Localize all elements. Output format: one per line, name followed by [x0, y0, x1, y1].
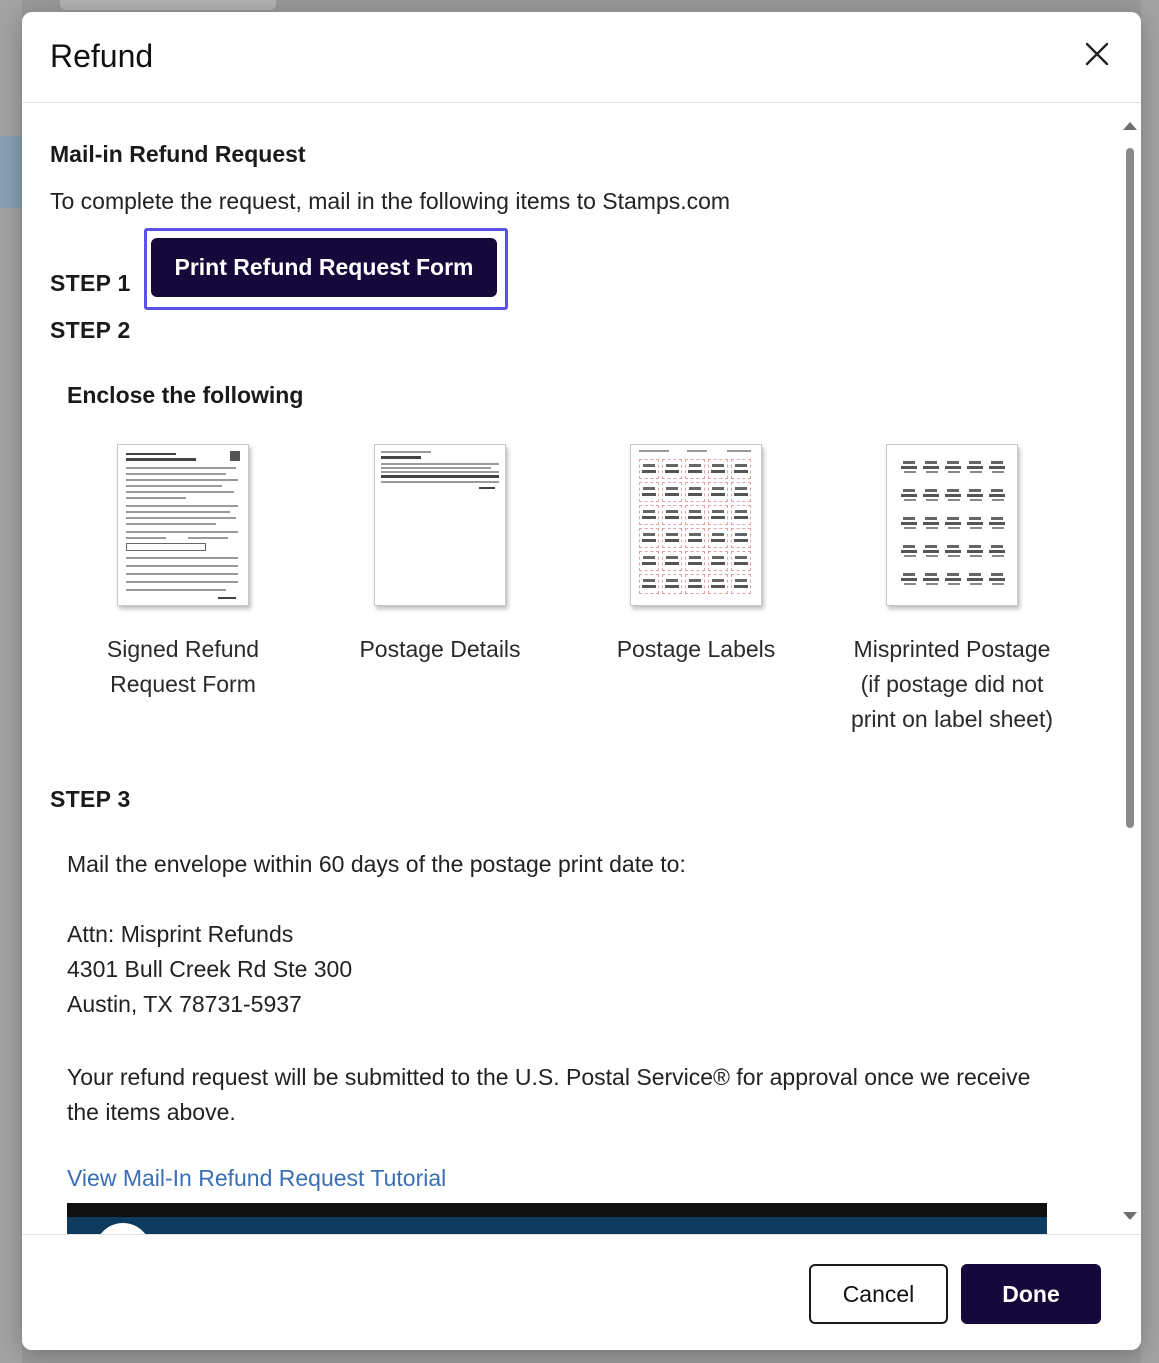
mail-instruction: Mail the envelope within 60 days of the postage print date to: [67, 851, 686, 877]
doc-caption-line: Request Form [110, 671, 256, 697]
done-button[interactable]: Done [961, 1264, 1101, 1324]
doc-item-postage-labels [576, 444, 816, 667]
background-selected-row [0, 136, 22, 208]
stamp-cell [945, 487, 963, 503]
label-cell [731, 459, 751, 479]
stamp-cell [967, 571, 985, 587]
scrollbar-thumb[interactable] [1126, 148, 1134, 828]
label-cell [708, 528, 728, 548]
address-line-1: Attn: Misprint Refunds [67, 921, 294, 947]
stamp-cell [989, 487, 1007, 503]
tutorial-link[interactable]: View Mail-In Refund Request Tutorial [67, 1165, 447, 1191]
label-cell [662, 528, 682, 548]
doc-caption-line: Postage Details [359, 636, 521, 662]
background-right-panel [1141, 0, 1159, 1363]
cancel-button[interactable]: Cancel [809, 1264, 948, 1324]
address-line-3: Austin, TX 78731-5937 [67, 991, 302, 1017]
label-cell [708, 551, 728, 571]
label-cell [731, 574, 751, 594]
stamp-cell [923, 515, 941, 531]
label-cell [685, 482, 705, 502]
background-tab [60, 0, 276, 10]
stamp-cell [945, 515, 963, 531]
doc-caption [832, 632, 1072, 737]
stamp-cell [989, 515, 1007, 531]
dialog-title: Refund [50, 38, 154, 74]
stamp-cell [945, 459, 963, 475]
postage-labels-document-icon [630, 444, 762, 606]
print-refund-form-button[interactable]: Print Refund Request Form [151, 238, 497, 297]
submit-note: Your refund request will be submitted to the U.S. Postal Service® for approval once we receive the items above. [67, 1064, 1031, 1125]
step-1-label: STEP 1 [50, 270, 131, 296]
label-cell [731, 528, 751, 548]
doc-caption-line: Misprinted Postage [853, 636, 1051, 662]
label-cell [708, 482, 728, 502]
stamp-cell [901, 459, 919, 475]
label-cell [639, 482, 659, 502]
stamp-cell [923, 571, 941, 587]
doc-caption [320, 632, 560, 667]
postage-details-document-icon [374, 444, 506, 606]
refund-form-document-icon [117, 444, 249, 606]
stamp-cell [901, 515, 919, 531]
label-cell [708, 574, 728, 594]
stamp-cell [967, 459, 985, 475]
doc-item-misprinted-postage [832, 444, 1072, 737]
video-frame [67, 1217, 1047, 1234]
stamp-cell [989, 459, 1007, 475]
label-cell [639, 528, 659, 548]
doc-caption [576, 632, 816, 667]
step-3-label: STEP 3 [50, 786, 131, 812]
stamp-cell [945, 543, 963, 559]
close-icon [1085, 42, 1109, 66]
intro-text: To complete the request, mail in the following items to Stamps.com [50, 188, 731, 214]
section-title: Mail-in Refund Request [50, 141, 306, 167]
label-cell [685, 528, 705, 548]
label-cell [708, 459, 728, 479]
address-line-2: 4301 Bull Creek Rd Ste 300 [67, 956, 353, 982]
label-cell [731, 505, 751, 525]
doc-caption [63, 632, 303, 702]
label-cell [685, 574, 705, 594]
label-cell [662, 551, 682, 571]
label-cell [662, 505, 682, 525]
label-cell [662, 459, 682, 479]
tutorial-video[interactable] [67, 1203, 1047, 1234]
doc-item-postage-details [320, 444, 560, 667]
scroll-down-arrow-icon[interactable] [1123, 1212, 1137, 1220]
misprinted-postage-document-icon [886, 444, 1018, 606]
close-button[interactable] [1079, 36, 1115, 72]
stamp-cell [923, 459, 941, 475]
label-cell [731, 482, 751, 502]
stamp-cell [967, 487, 985, 503]
label-cell [639, 459, 659, 479]
enclose-title: Enclose the following [67, 382, 304, 408]
doc-item-refund-form [63, 444, 303, 702]
label-cell [708, 505, 728, 525]
dialog-header [22, 12, 1141, 103]
label-cell [662, 482, 682, 502]
label-cell [685, 505, 705, 525]
label-cell [639, 505, 659, 525]
stamp-cell [945, 571, 963, 587]
step-2-label: STEP 2 [50, 317, 131, 343]
label-cell [685, 459, 705, 479]
dialog-footer [22, 1234, 1141, 1350]
stamp-cell [989, 571, 1007, 587]
stamp-cell [923, 543, 941, 559]
scroll-up-arrow-icon[interactable] [1123, 122, 1137, 130]
label-cell [639, 574, 659, 594]
stamp-cell [923, 487, 941, 503]
label-cell [685, 551, 705, 571]
label-cell [639, 551, 659, 571]
stamp-cell [901, 543, 919, 559]
stamp-cell [967, 543, 985, 559]
label-cell [662, 574, 682, 594]
doc-caption-line: Signed Refund [106, 636, 260, 662]
refund-dialog [22, 12, 1141, 1350]
doc-caption-line: (if postage did not [860, 671, 1044, 697]
stamp-cell [967, 515, 985, 531]
stamp-cell [901, 571, 919, 587]
doc-caption-line: Postage Labels [616, 636, 776, 662]
stamp-cell [901, 487, 919, 503]
stamp-cell [989, 543, 1007, 559]
label-cell [731, 551, 751, 571]
doc-caption-line: print on label sheet) [850, 706, 1053, 732]
dialog-body[interactable] [22, 104, 1141, 1234]
scrollbar[interactable] [1123, 116, 1137, 1228]
